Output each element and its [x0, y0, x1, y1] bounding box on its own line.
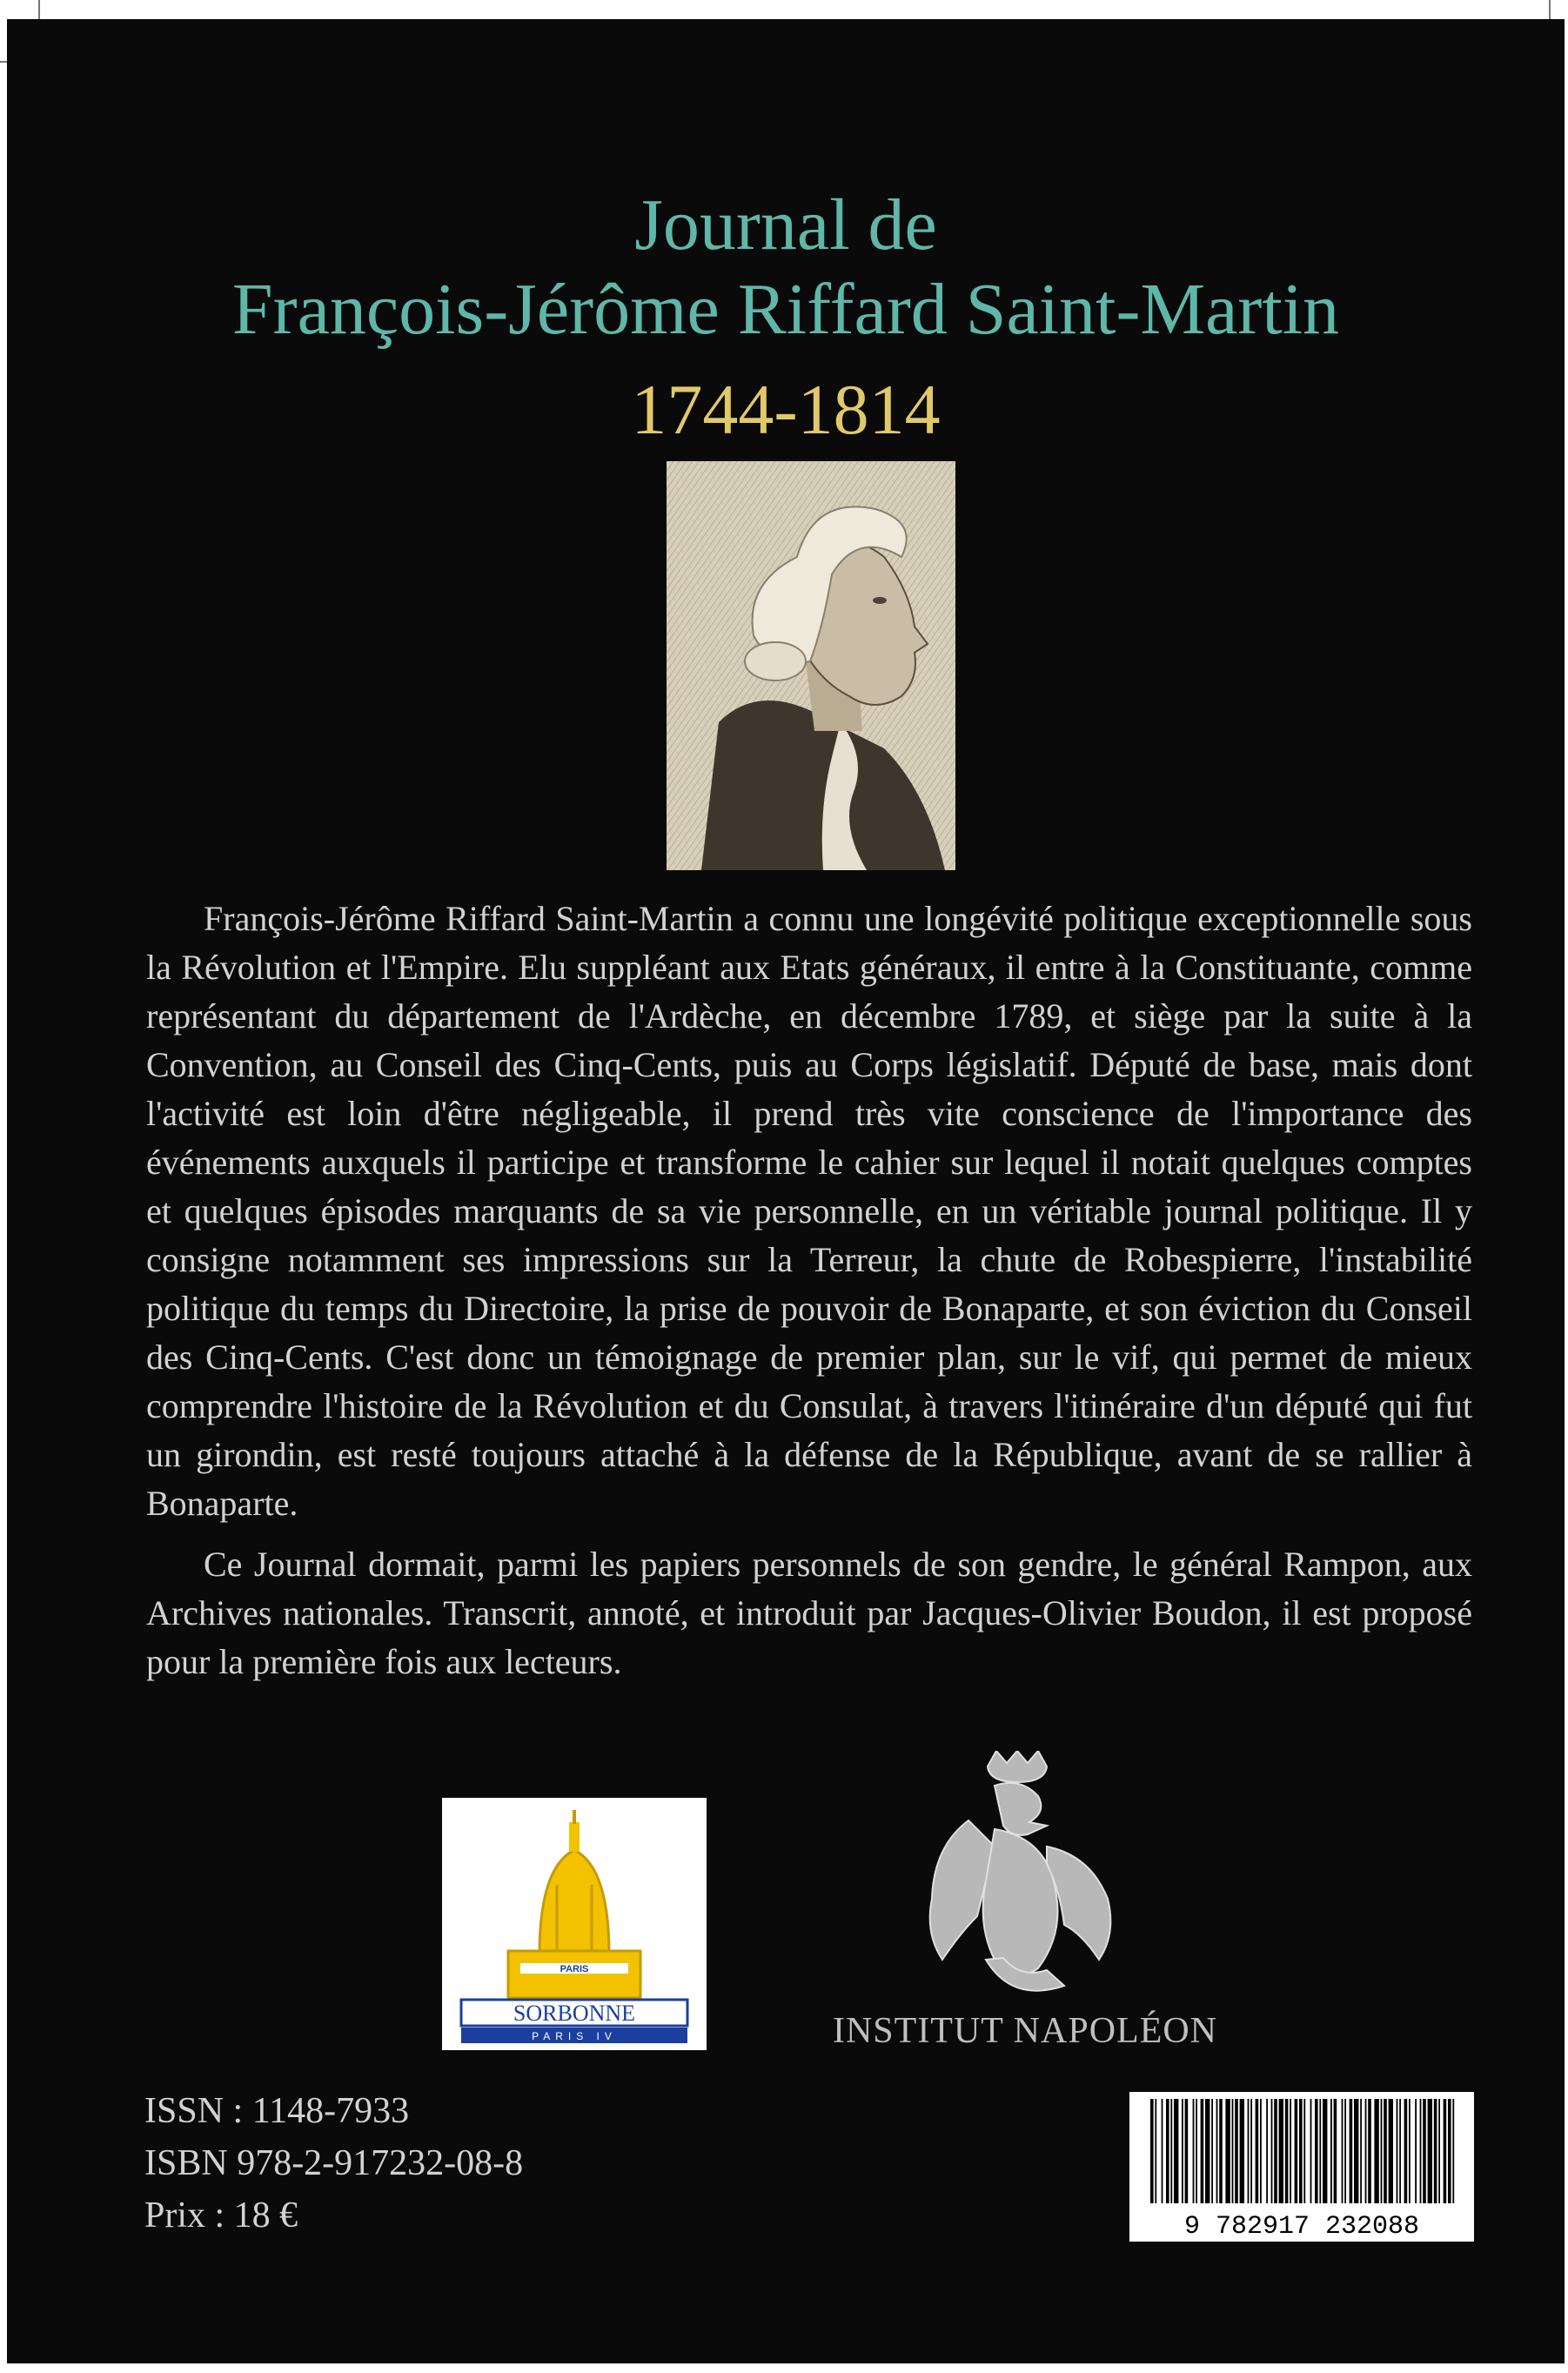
barcode-bar: [1315, 2099, 1318, 2203]
barcode-bar: [1205, 2099, 1210, 2203]
barcode-bar: [1428, 2099, 1432, 2203]
barcode-bar: [1274, 2099, 1277, 2203]
barcode-bar: [1155, 2099, 1156, 2203]
barcode-bar: [1235, 2099, 1238, 2203]
isbn: ISBN 978-2-917232-08-8: [144, 2143, 524, 2183]
barcode-bar: [1211, 2099, 1213, 2203]
barcode: [1129, 2092, 1474, 2242]
barcode-bar: [1344, 2099, 1346, 2203]
crop-mark-top-left: [38, 0, 40, 19]
barcode-bar: [1232, 2099, 1234, 2203]
barcode-bar: [1438, 2099, 1440, 2203]
barcode-bar: [1334, 2099, 1337, 2203]
barcode-bar: [1225, 2099, 1230, 2203]
crop-mark-top-right: [1549, 0, 1551, 19]
barcode-bar: [1295, 2099, 1298, 2203]
barcode-bar: [1397, 2099, 1398, 2203]
barcode-bar: [1248, 2099, 1250, 2203]
barcode-bars: [1150, 2099, 1454, 2203]
portrait-image: [667, 461, 955, 870]
barcode-bar: [1285, 2099, 1289, 2203]
barcode-bar: [1350, 2099, 1353, 2203]
barcode-bar: [1452, 2099, 1454, 2203]
barcode-bar: [1389, 2099, 1393, 2203]
barcode-bar: [1150, 2099, 1154, 2203]
barcode-bar: [1323, 2099, 1327, 2203]
sorbonne-logo: [442, 1798, 707, 2050]
crop-mark-left: [0, 61, 7, 63]
title-line-2: François-Jérôme Riffard Saint-Martin: [231, 269, 1340, 350]
barcode-bar: [1423, 2099, 1426, 2203]
barcode-bar: [1381, 2099, 1383, 2203]
imperial-eagle-icon: [916, 1751, 1125, 2003]
barcode-bar: [1330, 2099, 1332, 2203]
barcode-bar: [1374, 2099, 1378, 2203]
institut-napoleon-label: INSTITUT NAPOLÉON: [832, 2011, 1218, 2051]
back-cover: [7, 19, 1565, 2363]
barcode-bar: [1399, 2099, 1401, 2203]
barcode-bar: [1384, 2099, 1387, 2203]
barcode-bar: [1342, 2099, 1344, 2203]
barcode-bar: [1404, 2099, 1408, 2203]
summary-paragraph-2: Ce Journal dormait, parmi les papiers personnels de son gendre, le général Rampon, aux Archives nationales. Transcrit, annoté, et introduit par Jacques-Olivier Boudon, il est proposé pour la première fois aux lecteurs.: [146, 1545, 1472, 1681]
years: 1744-1814: [631, 370, 941, 449]
barcode-bar: [1256, 2099, 1259, 2203]
barcode-bar: [1170, 2099, 1172, 2203]
barcode-bar: [1185, 2099, 1189, 2203]
barcode-digits: 9 782917 232088: [1183, 2212, 1420, 2242]
sorbonne-logo-paris: PARIS: [560, 1964, 589, 1974]
barcode-bar: [1271, 2099, 1273, 2203]
issn: ISSN : 1148-7933: [144, 2091, 410, 2131]
barcode-bar: [1360, 2099, 1362, 2203]
barcode-bar: [1162, 2099, 1163, 2203]
barcode-bar: [1319, 2099, 1321, 2203]
publication-meta: [144, 2085, 523, 2242]
barcode-bar: [1434, 2099, 1437, 2203]
barcode-bar: [1219, 2099, 1223, 2203]
barcode-bar: [1201, 2099, 1204, 2203]
barcode-bar: [1196, 2099, 1197, 2203]
barcode-bar: [1216, 2099, 1218, 2203]
barcode-bar: [1290, 2099, 1291, 2203]
barcode-bar: [1182, 2099, 1183, 2203]
barcode-bar: [1415, 2099, 1417, 2203]
title-line-1: Journal de: [634, 184, 937, 265]
summary-paragraph-1: François-Jérôme Riffard Saint-Martin a connu une longévité politique exceptionnelle sous la Révolution et l'Empire. Elu suppléant aux Etats généraux, il entre à la Constituante, comme représentant du département de l'Ardèche, en décembre 1789, et siège par la suite à la Convention, au Conseil des Cinq-Cents, puis au Corps législatif. Député de base, mais dont l'activité est loin d'être négligeable, il prend très vite conscience de l'importance des événements auxquels il participe et transforme le cahier sur lequel il notait quelques comptes et quelques épisodes marquants de sa vie personnelle, en un véritable journal politique. Il y consigne notamment ses impressions sur la Terreur, la chute de Robespierre, l'instabilité politique du temps du Directoire, la prise de pouvoir de Bonaparte, et son éviction du Conseil des Cinq-Cents. C'est donc un témoignage de premier plan, sur le vif, qui permet de mieux comprendre l'histoire de la Révolution et du Consulat, à travers l'itinéraire d'un député qui fut un girondin, est resté toujours attaché à la défense de la République, avant de se rallier à Bonaparte.: [146, 899, 1472, 1523]
barcode-bar: [1420, 2099, 1422, 2203]
summary-text: [146, 895, 1472, 1699]
barcode-bar: [1174, 2099, 1178, 2203]
barcode-bar: [1299, 2099, 1303, 2203]
price: Prix : 18 €: [144, 2195, 298, 2236]
barcode-bar: [1279, 2099, 1283, 2203]
barcode-bar: [1260, 2099, 1262, 2203]
barcode-bar: [1250, 2099, 1252, 2203]
barcode-bar: [1409, 2099, 1411, 2203]
barcode-bar: [1166, 2099, 1169, 2203]
sorbonne-logo-subtitle: PARIS IV: [532, 2030, 617, 2042]
sorbonne-logo-name: SORBONNE: [513, 2001, 636, 2026]
barcode-bar: [1368, 2099, 1371, 2203]
barcode-bar: [1193, 2099, 1195, 2203]
barcode-bar: [1448, 2099, 1451, 2203]
barcode-bar: [1354, 2099, 1358, 2203]
barcode-bar: [1303, 2099, 1305, 2203]
barcode-bar: [1444, 2099, 1447, 2203]
barcode-bar: [1310, 2099, 1312, 2203]
barcode-bar: [1240, 2099, 1244, 2203]
barcode-bar: [1365, 2099, 1367, 2203]
barcode-bar: [1266, 2099, 1268, 2203]
